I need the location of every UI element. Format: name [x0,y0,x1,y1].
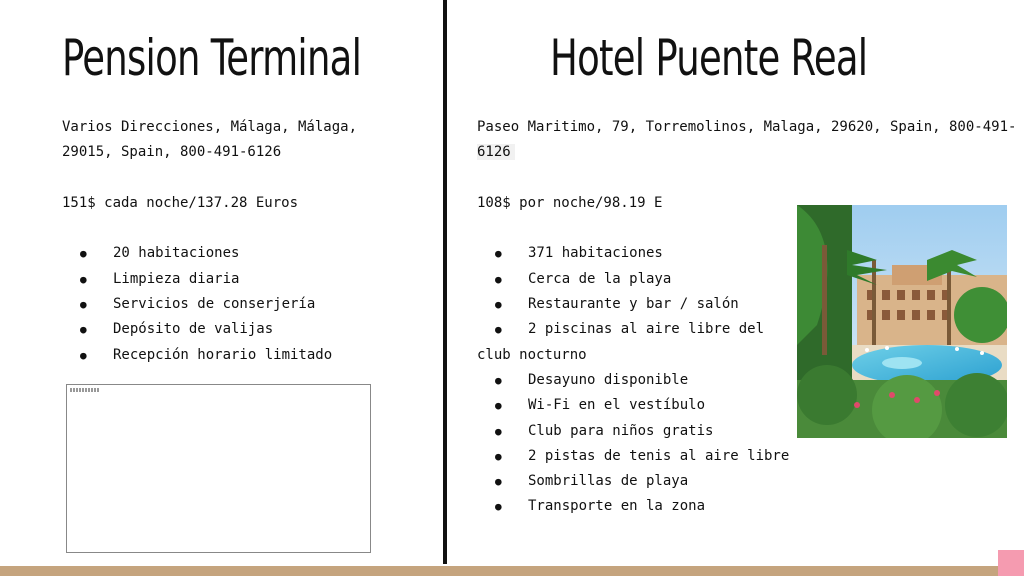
hotel-puente-real-title: Hotel Puente Real [550,29,868,87]
hotel-address-line-1: Paseo Maritimo, 79, Torremolinos, Malaga, 29620, Spain, 800-491- [477,119,1017,135]
pension-terminal-details [62,115,422,368]
list-item: ● Limpieza diaria [62,267,422,292]
list-item-continuation: club nocturno [477,346,587,363]
list-item: ● Servicios de conserjería [62,292,422,317]
broken-image-icon [70,388,100,392]
hotel-pool-photo [797,205,1007,438]
broken-image-placeholder [66,384,371,553]
list-item: ● Restaurante y bar / salón [477,292,1024,317]
list-item: ● Recepción horario limitado [62,343,422,368]
corner-accent-square [998,550,1024,576]
list-item: ● Transporte en la zona [477,494,1024,519]
hotel-price: 108$ por noche/98.19 E [477,194,663,211]
list-item: ● Wi-Fi en el vestíbulo [477,393,1024,418]
list-item: ● 371 habitaciones [477,241,1024,266]
list-item: ● Desayuno disponible [477,368,1024,393]
pension-terminal-title: Pension Terminal [62,29,362,87]
hotel-address-line-2: 6126 [477,144,515,160]
list-item: ● 2 piscinas al aire libre del [477,317,1024,342]
list-item: ● 20 habitaciones [62,241,422,266]
list-item: ● Sombrillas de playa [477,469,1024,494]
list-item: ● Club para niños gratis [477,419,1024,444]
pension-price: 151$ cada noche/137.28 Euros [62,194,299,211]
list-item: ● Depósito de valijas [62,317,422,342]
pension-address-line-2: 29015, Spain, 800-491-6126 [62,144,282,161]
pension-address-line-1: Varios Direcciones, Málaga, Málaga, [62,119,358,135]
bottom-accent-bar [0,566,1024,576]
list-item: ● 2 pistas de tenis al aire libre [477,444,1024,469]
column-divider [443,0,447,564]
list-item: ● Cerca de la playa [477,267,1024,292]
pension-amenities-list [62,241,422,367]
